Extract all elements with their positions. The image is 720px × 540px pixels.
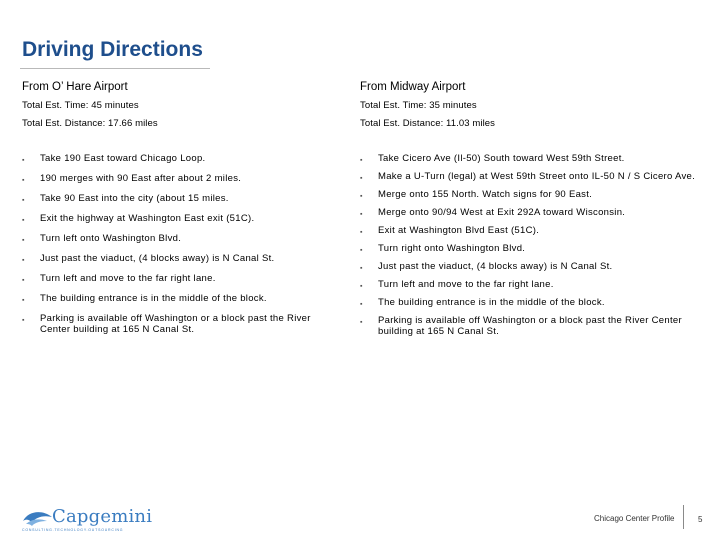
step-text: Turn left and move to the far right lane.: [40, 273, 216, 284]
step-text: 190 merges with 90 East after about 2 miles.: [40, 173, 242, 184]
direction-step: [22, 293, 338, 304]
midway-time: Total Est. Time: 35 minutes: [360, 100, 477, 111]
midway-heading: From Midway Airport: [360, 81, 466, 93]
direction-step: [22, 273, 338, 284]
bullet-icon: ▪: [360, 283, 363, 290]
bullet-icon: ▪: [360, 319, 363, 326]
direction-step: [22, 213, 338, 224]
step-text: Turn right onto Washington Blvd.: [378, 243, 526, 254]
direction-step: [360, 279, 698, 290]
step-text: Make a U-Turn (legal) at West 59th Street onto IL-50 N / S Cicero Ave.: [378, 171, 696, 182]
direction-step: [360, 153, 698, 164]
direction-step: [22, 153, 338, 164]
step-text: Merge onto 155 North. Watch signs for 90 East.: [378, 189, 593, 200]
ohare-directions: [22, 80, 338, 344]
direction-step: [360, 297, 698, 308]
midway-steps: [360, 153, 698, 337]
bullet-icon: ▪: [22, 257, 25, 264]
direction-step: [360, 261, 698, 272]
bullet-icon: ▪: [22, 297, 25, 304]
bullet-icon: ▪: [22, 317, 25, 324]
step-text: Just past the viaduct, (4 blocks away) is N Canal St.: [40, 253, 275, 264]
step-text: Parking is available off Washington or a block past the River Center building at 165 N Canal St.: [40, 313, 311, 335]
direction-step: [360, 225, 698, 236]
step-text: The building entrance is in the middle of the block.: [40, 293, 267, 304]
direction-step: [360, 189, 698, 200]
direction-step: [360, 243, 698, 254]
bullet-icon: ▪: [360, 229, 363, 236]
bullet-icon: ▪: [22, 237, 25, 244]
bullet-icon: ▪: [360, 211, 363, 218]
spade-logo-icon: [20, 506, 54, 528]
page-title: Driving Directions: [22, 38, 203, 61]
ohare-distance: Total Est. Distance: 17.66 miles: [22, 118, 158, 129]
step-text: Take 90 East into the city (about 15 miles.: [40, 193, 229, 204]
step-text: Take 190 East toward Chicago Loop.: [40, 153, 206, 164]
step-text: Just past the viaduct, (4 blocks away) is N Canal St.: [378, 261, 613, 272]
midway-directions: [360, 80, 698, 344]
direction-step: [360, 315, 698, 337]
bullet-icon: ▪: [360, 301, 363, 308]
ohare-steps: [22, 153, 338, 335]
step-text: Merge onto 90/94 West at Exit 292A toward Wisconsin.: [378, 207, 626, 218]
bullet-icon: ▪: [360, 175, 363, 182]
capgemini-logo: [20, 506, 153, 536]
bullet-icon: ▪: [360, 265, 363, 272]
page-number: 5: [698, 515, 703, 524]
title-divider: [20, 68, 210, 69]
step-text: Parking is available off Washington or a block past the River Center building at 165 N Canal St.: [378, 315, 682, 337]
bullet-icon: ▪: [22, 177, 25, 184]
bullet-icon: ▪: [22, 157, 25, 164]
footer-divider: [683, 505, 684, 529]
logo-wordmark: Capgemini: [52, 506, 153, 527]
step-text: Turn left onto Washington Blvd.: [40, 233, 182, 244]
ohare-time: Total Est. Time: 45 minutes: [22, 100, 139, 111]
logo-tagline: CONSULTING.TECHNOLOGY.OUTSOURCING: [22, 528, 124, 532]
direction-step: [22, 173, 338, 184]
direction-step: [360, 171, 698, 182]
direction-step: [360, 207, 698, 218]
step-text: Exit the highway at Washington East exit (51C).: [40, 213, 255, 224]
bullet-icon: ▪: [360, 157, 363, 164]
step-text: Turn left and move to the far right lane.: [378, 279, 554, 290]
midway-distance: Total Est. Distance: 11.03 miles: [360, 118, 496, 129]
bullet-icon: ▪: [360, 193, 363, 200]
bullet-icon: ▪: [22, 217, 25, 224]
ohare-heading: From O’ Hare Airport: [22, 81, 128, 93]
footer-label: Chicago Center Profile: [594, 514, 675, 523]
step-text: The building entrance is in the middle of the block.: [378, 297, 605, 308]
direction-step: [22, 193, 338, 204]
direction-step: [22, 253, 338, 264]
step-text: Take Cicero Ave (Il-50) South toward West 59th Street.: [378, 153, 625, 164]
step-text: Exit at Washington Blvd East (51C).: [378, 225, 540, 236]
direction-step: [22, 233, 338, 244]
bullet-icon: ▪: [22, 277, 25, 284]
bullet-icon: ▪: [360, 247, 363, 254]
direction-step: [22, 313, 338, 335]
bullet-icon: ▪: [22, 197, 25, 204]
